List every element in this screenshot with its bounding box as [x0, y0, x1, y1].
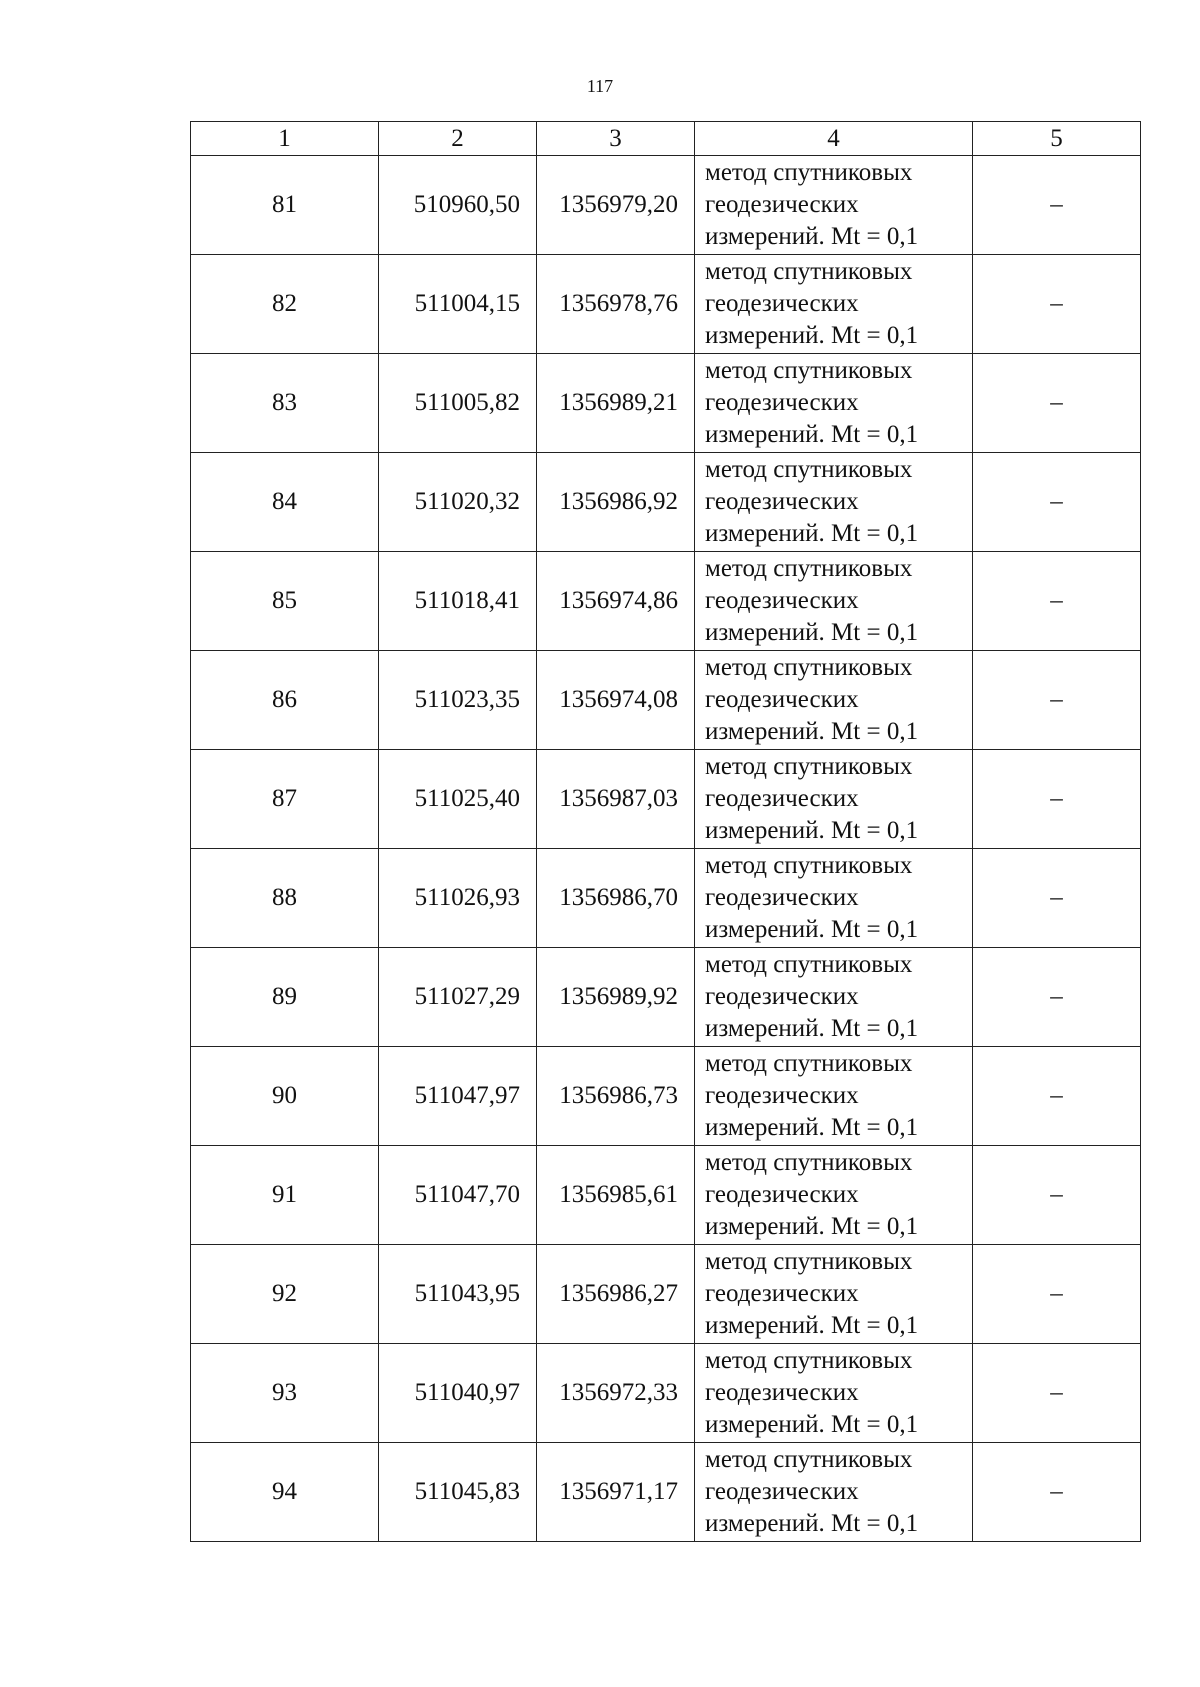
table-row — [191, 1443, 1141, 1542]
point-number-cell: 94 — [191, 1443, 379, 1542]
method-line: метод спутниковых — [705, 1149, 913, 1176]
table-header-row — [191, 122, 1141, 156]
method-line: измерений. Mt = 0,1 — [705, 322, 919, 349]
table-row — [191, 651, 1141, 750]
table-row — [191, 849, 1141, 948]
point-number-cell: 85 — [191, 552, 379, 651]
column-header: 3 — [537, 122, 695, 156]
method-line: измерений. Mt = 0,1 — [705, 916, 919, 943]
method-line: измерений. Mt = 0,1 — [705, 718, 919, 745]
y-coordinate-cell: 1356978,76 — [537, 255, 695, 354]
method-line: измерений. Mt = 0,1 — [705, 421, 919, 448]
x-coordinate-cell: 511018,41 — [379, 552, 537, 651]
x-coordinate-cell: 511026,93 — [379, 849, 537, 948]
description-cell: – — [973, 453, 1141, 552]
table-row — [191, 552, 1141, 651]
y-coordinate-cell: 1356985,61 — [537, 1146, 695, 1245]
method-cell — [695, 849, 973, 948]
method-line: геодезических — [705, 191, 859, 218]
description-cell: – — [973, 1245, 1141, 1344]
method-line: измерений. Mt = 0,1 — [705, 817, 919, 844]
description-cell: – — [973, 354, 1141, 453]
method-line: метод спутниковых — [705, 951, 913, 978]
method-line: измерений. Mt = 0,1 — [705, 520, 919, 547]
method-line: измерений. Mt = 0,1 — [705, 1114, 919, 1141]
method-cell — [695, 156, 973, 255]
method-line: метод спутниковых — [705, 258, 913, 285]
method-line: метод спутниковых — [705, 159, 913, 186]
method-line: метод спутниковых — [705, 357, 913, 384]
x-coordinate-cell: 511040,97 — [379, 1344, 537, 1443]
x-coordinate-cell: 511025,40 — [379, 750, 537, 849]
description-cell: – — [973, 255, 1141, 354]
method-line: измерений. Mt = 0,1 — [705, 1312, 919, 1339]
y-coordinate-cell: 1356986,73 — [537, 1047, 695, 1146]
table-body — [191, 156, 1141, 1542]
point-number-cell: 88 — [191, 849, 379, 948]
method-cell — [695, 1146, 973, 1245]
description-cell: – — [973, 1047, 1141, 1146]
method-line: геодезических — [705, 488, 859, 515]
method-line: метод спутниковых — [705, 654, 913, 681]
point-number-cell: 92 — [191, 1245, 379, 1344]
point-number-cell: 83 — [191, 354, 379, 453]
description-cell: – — [973, 1443, 1141, 1542]
method-line: геодезических — [705, 1181, 859, 1208]
point-number-cell: 81 — [191, 156, 379, 255]
point-number-cell: 84 — [191, 453, 379, 552]
method-cell — [695, 255, 973, 354]
description-cell: – — [973, 849, 1141, 948]
point-number-cell: 87 — [191, 750, 379, 849]
description-cell: – — [973, 1344, 1141, 1443]
description-cell: – — [973, 750, 1141, 849]
method-line: геодезических — [705, 884, 859, 911]
method-line: измерений. Mt = 0,1 — [705, 1015, 919, 1042]
y-coordinate-cell: 1356971,17 — [537, 1443, 695, 1542]
column-header: 1 — [191, 122, 379, 156]
x-coordinate-cell: 511027,29 — [379, 948, 537, 1047]
method-line: геодезических — [705, 785, 859, 812]
method-cell — [695, 1047, 973, 1146]
description-cell: – — [973, 156, 1141, 255]
point-number-cell: 86 — [191, 651, 379, 750]
method-line: измерений. Mt = 0,1 — [705, 1213, 919, 1240]
method-line: геодезических — [705, 389, 859, 416]
method-cell — [695, 1443, 973, 1542]
method-line: геодезических — [705, 1082, 859, 1109]
point-number-cell: 93 — [191, 1344, 379, 1443]
y-coordinate-cell: 1356986,92 — [537, 453, 695, 552]
x-coordinate-cell: 510960,50 — [379, 156, 537, 255]
method-line: геодезических — [705, 686, 859, 713]
method-line: метод спутниковых — [705, 1446, 913, 1473]
y-coordinate-cell: 1356974,08 — [537, 651, 695, 750]
method-line: геодезических — [705, 1280, 859, 1307]
method-line: метод спутниковых — [705, 852, 913, 879]
table-row — [191, 156, 1141, 255]
method-line: метод спутниковых — [705, 456, 913, 483]
method-line: метод спутниковых — [705, 1248, 913, 1275]
table-row — [191, 255, 1141, 354]
method-line: геодезических — [705, 983, 859, 1010]
method-cell — [695, 750, 973, 849]
y-coordinate-cell: 1356989,92 — [537, 948, 695, 1047]
x-coordinate-cell: 511004,15 — [379, 255, 537, 354]
table-row — [191, 1047, 1141, 1146]
method-line: измерений. Mt = 0,1 — [705, 1510, 919, 1537]
column-header: 5 — [973, 122, 1141, 156]
y-coordinate-cell: 1356972,33 — [537, 1344, 695, 1443]
table-row — [191, 1344, 1141, 1443]
point-number-cell: 91 — [191, 1146, 379, 1245]
method-cell — [695, 651, 973, 750]
method-line: геодезических — [705, 290, 859, 317]
table-row — [191, 750, 1141, 849]
method-line: метод спутниковых — [705, 1347, 913, 1374]
method-line: геодезических — [705, 587, 859, 614]
x-coordinate-cell: 511047,97 — [379, 1047, 537, 1146]
column-header: 4 — [695, 122, 973, 156]
page-number: 117 — [586, 76, 614, 96]
description-cell: – — [973, 1146, 1141, 1245]
method-cell — [695, 948, 973, 1047]
method-cell — [695, 453, 973, 552]
table-row — [191, 354, 1141, 453]
x-coordinate-cell: 511005,82 — [379, 354, 537, 453]
description-cell: – — [973, 948, 1141, 1047]
method-line: метод спутниковых — [705, 555, 913, 582]
y-coordinate-cell: 1356987,03 — [537, 750, 695, 849]
method-line: геодезических — [705, 1379, 859, 1406]
y-coordinate-cell: 1356986,70 — [537, 849, 695, 948]
y-coordinate-cell: 1356979,20 — [537, 156, 695, 255]
x-coordinate-cell: 511023,35 — [379, 651, 537, 750]
y-coordinate-cell: 1356974,86 — [537, 552, 695, 651]
description-cell: – — [973, 651, 1141, 750]
method-line: метод спутниковых — [705, 1050, 913, 1077]
x-coordinate-cell: 511020,32 — [379, 453, 537, 552]
x-coordinate-cell: 511043,95 — [379, 1245, 537, 1344]
method-line: метод спутниковых — [705, 753, 913, 780]
method-cell — [695, 552, 973, 651]
method-cell — [695, 354, 973, 453]
x-coordinate-cell: 511047,70 — [379, 1146, 537, 1245]
table-row — [191, 453, 1141, 552]
point-number-cell: 82 — [191, 255, 379, 354]
point-number-cell: 89 — [191, 948, 379, 1047]
method-cell — [695, 1245, 973, 1344]
y-coordinate-cell: 1356989,21 — [537, 354, 695, 453]
method-line: измерений. Mt = 0,1 — [705, 619, 919, 646]
y-coordinate-cell: 1356986,27 — [537, 1245, 695, 1344]
column-header: 2 — [379, 122, 537, 156]
coordinates-table — [190, 121, 1141, 1542]
table-row — [191, 1146, 1141, 1245]
table-row — [191, 948, 1141, 1047]
table-row — [191, 1245, 1141, 1344]
method-line: измерений. Mt = 0,1 — [705, 223, 919, 250]
x-coordinate-cell: 511045,83 — [379, 1443, 537, 1542]
method-line: геодезических — [705, 1478, 859, 1505]
description-cell: – — [973, 552, 1141, 651]
method-cell — [695, 1344, 973, 1443]
point-number-cell: 90 — [191, 1047, 379, 1146]
method-line: измерений. Mt = 0,1 — [705, 1411, 919, 1438]
